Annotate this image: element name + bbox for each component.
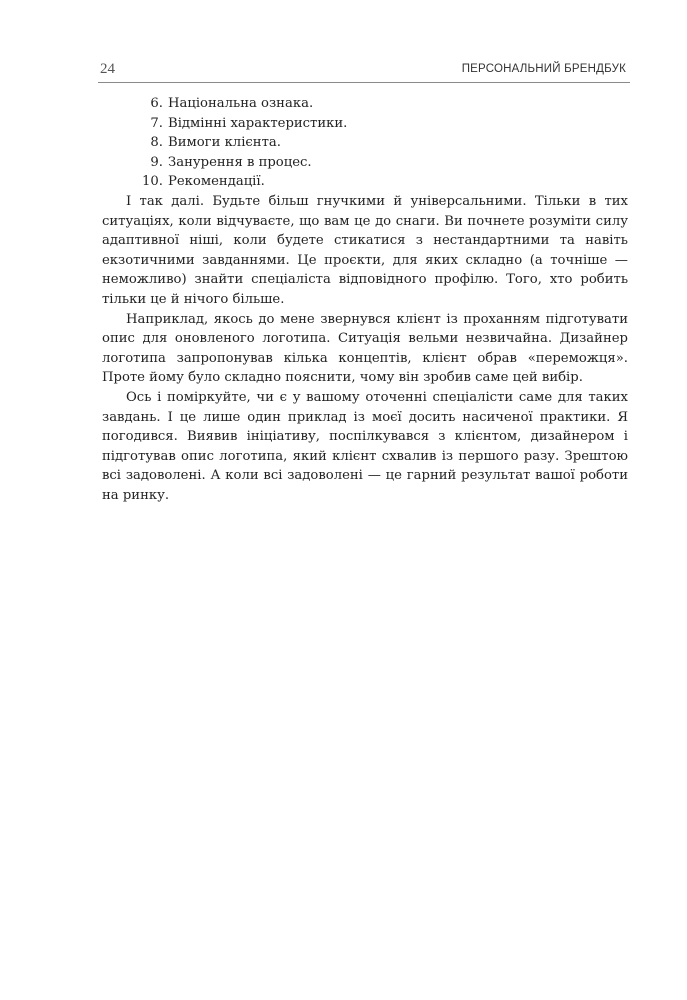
list-item-number: 9. [150,154,163,170]
body-paragraph: І так далі. Будьте більш гнучкими й універсальними. Тільки в тих ситуаціях, коли відчуваєте, що вам це до снаги. Ви почнете розуміти силу адаптивної ніші, коли будете стикатися з нестандартними та навіть екзотичними завданнями. Це проєкти, для яких складно (а точніше — неможливо) знайти спеціаліста відповідного профілю. Того, хто робить тільки це й нічого більше. [102,193,628,307]
running-title: ПЕРСОНАЛЬНИЙ БРЕНДБУК [461,63,626,75]
body-paragraph: Ось і поміркуйте, чи є у вашому оточенні спеціалісти саме для таких завдань. І це лише один приклад із моєї досить насиченої практики. Я погодився. Виявив ініціативу, поспілкувався з клієнтом, дизайнером і підготував опис логотипа, який клієнт схвалив із першого разу. Зрештою всі задоволені. А коли всі задоволені — це гарний результат вашої роботи на ринку. [102,389,628,503]
list-item-number: 8. [150,135,163,151]
body-paragraph: Наприклад, якось до мене звернувся клієнт із проханням підготувати опис для оновленого логотипа. Ситуація вельми незвичайна. Дизайнер логотипа запропонував кілька концептів, клієнт обрав «переможця». Проте йому було складно пояснити, чому він зробив саме цей вибір. [102,311,628,386]
list-item [102,133,628,153]
page-number: 24 [100,61,115,77]
list-item-number: 6. [150,96,163,111]
list-item-text: Вимоги клієнта. [168,135,281,151]
list-item-text: Національна ознака. [168,96,314,111]
page-content [102,94,628,505]
page-header [98,58,630,83]
list-item-text: Відмінні характеристики. [168,115,348,131]
list-item-number: 7. [150,115,163,131]
list-item [102,94,628,114]
list-item-number: 10. [142,174,163,190]
list-item-text: Рекомендації. [168,174,265,190]
list-item-text: Занурення в процес. [168,154,312,170]
list-item [102,153,628,173]
list-item [102,172,628,192]
numbered-list [102,94,628,192]
list-item [102,114,628,134]
